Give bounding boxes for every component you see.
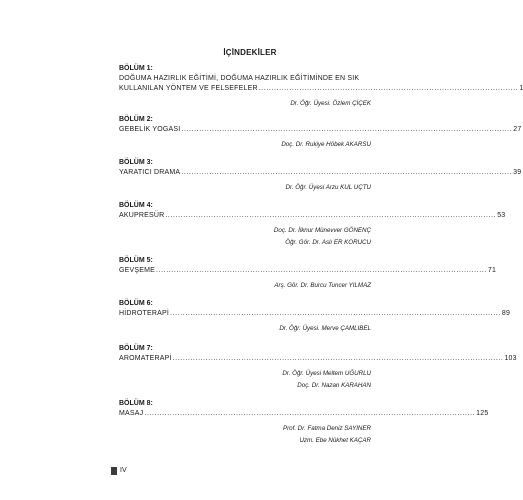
leader-dots: .................................................................................................................................. <box>181 126 513 133</box>
chapter-author: Arş. Gör. Dr. Burcu Tuncer YILMAZ <box>274 282 371 289</box>
chapter-6 <box>119 299 511 334</box>
chapter-page-number: 27 <box>513 126 522 133</box>
chapter-author: Doç. Dr. Rukiye Höbek AKARSU <box>281 141 371 148</box>
chapter-author: Dr. Öğr. Üyesi. Özlem ÇİÇEK <box>290 100 371 107</box>
toc-title: İÇİNDEKİLER <box>223 48 277 57</box>
chapter-2 <box>119 115 522 150</box>
chapter-page-number: 1 <box>519 85 523 92</box>
chapter-author: Doç. Dr. İlknur Münevver GÖNENÇ <box>273 227 371 234</box>
chapter-7 <box>119 344 517 391</box>
chapter-title-row[interactable] <box>119 211 506 221</box>
chapter-label: BÖLÜM 6: <box>119 300 153 307</box>
chapter-author: Öğr. Gör. Dr. Aslı ER KORUCU <box>285 239 371 246</box>
chapter-author: Dr. Öğr. Üyesi Arzu KUL UÇTU <box>285 184 371 191</box>
footer-marker <box>111 467 117 475</box>
chapter-page-number: 89 <box>501 310 511 317</box>
chapter-title: AKUPRESÜR <box>119 212 165 219</box>
chapter-page-number: 103 <box>504 355 517 362</box>
chapter-author: Dr. Öğr. Üyesi. Merve ÇAMLIBEL <box>279 325 371 332</box>
leader-dots: .................................................................................................................................. <box>156 267 487 274</box>
leader-dots: .................................................................................................................................. <box>181 169 513 176</box>
leader-dots: .................................................................................................................................. <box>165 212 497 219</box>
chapter-label: BÖLÜM 7: <box>119 345 153 352</box>
chapter-label: BÖLÜM 1: <box>119 65 153 72</box>
page-number: IV <box>120 467 127 474</box>
chapter-author: Dr. Öğr. Üyesi Meltem UĞURLU <box>282 370 371 377</box>
chapter-title: GEVŞEME <box>119 267 156 274</box>
chapter-title-row[interactable] <box>119 266 497 276</box>
leader-dots: .................................................................................................................................. <box>170 310 501 317</box>
chapter-title: YARATICI DRAMA <box>119 169 181 176</box>
chapter-title-line1: DOĞUMA HAZIRLIK EĞİTİMİ, DOĞUMA HAZIRLIK EĞİTİMİNDE EN SIK <box>119 75 360 82</box>
leader-dots: .................................................................................................................................. <box>172 355 504 362</box>
chapter-title: GEBELİK YOGASI <box>119 126 181 133</box>
chapter-title-row[interactable] <box>119 84 523 94</box>
chapter-title-row[interactable] <box>119 354 517 364</box>
chapter-title-row[interactable] <box>119 125 522 135</box>
chapter-title: MASAJ <box>119 410 144 417</box>
chapter-5 <box>119 256 497 291</box>
chapter-author: Doç. Dr. Nazan KARAHAN <box>297 382 371 389</box>
chapter-8 <box>119 399 489 446</box>
chapter-4 <box>119 201 506 248</box>
chapter-page-number: 53 <box>497 212 506 219</box>
chapter-label: BÖLÜM 5: <box>119 257 153 264</box>
chapter-title-row[interactable] <box>119 168 522 178</box>
chapter-title: HİDROTERAPİ <box>119 310 170 317</box>
chapter-label: BÖLÜM 8: <box>119 400 153 407</box>
chapter-author: Prof. Dr. Fatma Deniz SAYINER <box>282 425 371 432</box>
chapter-title: AROMATERAPİ <box>119 355 172 362</box>
chapter-1 <box>119 64 523 109</box>
chapter-3 <box>119 158 522 193</box>
leader-dots: ...................................................................................................... <box>258 85 519 92</box>
chapter-title-line2: KULLANILAN YÖNTEM VE FELSEFELER <box>119 85 258 92</box>
chapter-author: Uzm. Ebe Nükhet KAÇAR <box>299 437 371 444</box>
chapter-label: BÖLÜM 2: <box>119 116 153 123</box>
chapter-label: BÖLÜM 3: <box>119 159 153 166</box>
chapter-page-number: 125 <box>476 410 489 417</box>
chapter-title-row[interactable] <box>119 409 489 419</box>
leader-dots: .................................................................................................................................. <box>144 410 476 417</box>
chapter-label: BÖLÜM 4: <box>119 202 153 209</box>
chapter-title-row[interactable] <box>119 309 511 319</box>
chapter-page-number: 71 <box>487 267 497 274</box>
chapter-page-number: 39 <box>513 169 522 176</box>
